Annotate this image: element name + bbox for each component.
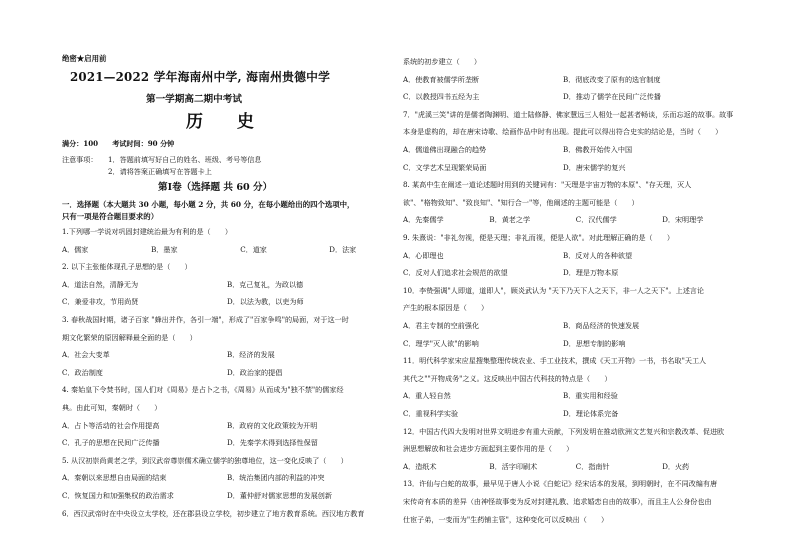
answer-option: B．克己复礼，为政以德 [227,279,304,289]
answer-option: A．心即理也 [403,250,444,260]
answer-option: C．文学艺术呈现繁荣局面 [403,162,487,172]
question-stem: 5. 从汉初崇尚黄老之学，到汉武帝尊崇儒术确立儒学的独尊地位，这一变化反映了（ ） [62,455,348,465]
answer-option: A．儒家 [62,244,89,254]
answer-option: C．政治制度 [62,367,103,377]
answer-option: B．彻底改变了原有的选官制度 [563,74,661,84]
question-stem: 6．西汉武帝时在中央设立太学校，还在郡县设立学校，初步建立了地方教育系统。西汉地方教育 [62,508,365,518]
answer-option: B．重实用和经验 [563,391,618,401]
answer-option: D．思想专制的影响 [563,338,626,348]
question-stem: 9. 朱熹说："非礼勿视，便是天理；非礼而视，便是人欲"。对此理解正确的是（ ） [403,233,674,242]
question-stem: 其代之""开物成务"之义。这反映出中国古代科技的特点是（ ） [403,373,612,383]
answer-option: A．使教育被儒学所垄断 [403,74,480,84]
answer-option: A．君主专制的空前强化 [403,321,480,330]
question-stem: 系统的初步建立（ ） [403,57,482,66]
question-stem: 7．"虎溪三笑"讲的是儒者陶渊明、道士陆修静、佛家慧远三人相处一起甚者畅谈，乐而忘返的故事。故事 [403,109,734,119]
question-stem: 4. 秦始皇下令焚书时，国人们对《周易》是占卜之书，《周易》从而成为"独不禁"的儒家经 [62,385,344,395]
answer-option: D．唐宋儒学的复兴 [563,162,626,172]
answer-option: B．佛教开始传入中国 [563,145,633,154]
answer-option: C．理学"灭人欲"的影响 [403,338,479,348]
question-stem: 产生的根本原因是（ ） [403,303,489,313]
answer-option: C．汉代儒学 [575,215,617,225]
answer-option: D．理是万物本原 [563,268,619,278]
notes-title: 注意事项： [62,155,98,164]
answer-option: A．秦朝以来思想自由局面的结束 [62,473,167,483]
answer-option: C．以教授四书五经为主 [403,92,480,102]
answer-option: A．重人轻自然 [403,391,451,401]
answer-option: A．造纸术 [403,461,437,471]
answer-option: C．兼爱非攻，节用尚贤 [62,297,139,307]
answer-option: A．社会大变革 [62,350,110,360]
answer-option: D．董仲舒对儒家思想的发展创新 [227,491,332,500]
answer-option: D．以法为教，以吏为师 [227,297,304,307]
answer-option: A．道法自然，清静无为 [62,279,139,289]
question-stem: 仕宦子弟，一变而为"生药铺主管"，这种变化可以反映出（ ） [403,514,609,524]
answer-option: C．反对人们追求社会规范的欲望 [403,268,508,278]
exam-title: 第一学期高二期中考试 [146,94,242,105]
answer-option: B．政府的文化政策较为开明 [227,420,318,430]
school-title: 2021—2022 学年海南州中学, 海南州贵德中学 [70,70,331,84]
question-stem: 期文化繁荣的原因解释最全面的是（ ） [62,332,197,342]
answer-option: C．孔子的思想在民间广泛传播 [62,438,160,448]
answer-option: B．墨家 [151,244,178,254]
question-stem: 10．李贽强调"人即道，道即人"，顾炎武认为 "天下乃天下人之天下，非一人之天下"。上述言论 [403,285,704,295]
question-stem: 2. 以下主张能体现孔子思想的是（ ） [62,262,192,272]
answer-option: C．重视科学实验 [403,409,459,418]
section-heading-1: 一．选择题（本大题共 30 小题，每小题 2 分，共 60 分，在每小题给出的四个选项中， [62,200,355,209]
note-2: 2．请将答案正确填写在答题卡上 [108,167,212,176]
question-stem: 1.下列哪一学说对巩固封建统治最为有利的是（ ） [62,227,232,236]
answer-option: C．恢复国力和加强集权的政治需求 [62,491,174,500]
answer-option: B．经济的发展 [227,350,275,360]
volume-heading: 第Ⅰ卷（选择题 共 60 分） [158,182,273,193]
note-1: 1．答题前填写好自己的姓名、班级、考号等信息 [108,155,262,164]
answer-option: B．黄老之学 [489,215,531,225]
question-stem: 洲思想解放和社会进步方面起到主要作用的是（ ） [403,444,574,454]
answer-option: A．先秦儒学 [403,215,444,225]
answer-option: D．法家 [329,244,357,254]
score-line: 满分：100 考试时间：90 分钟 [62,139,175,148]
question-stem: 3. 春秋战国时期，诸子百家 "蜂出并作，各引一端"，形成了"百家争鸣"的局面，对于这一时 [62,315,349,324]
answer-option: C．指南针 [575,461,610,471]
answer-option: D．政治家的提倡 [227,367,283,377]
answer-option: B．活字印刷术 [489,461,538,471]
answer-option: D．宋明理学 [662,215,704,225]
question-stem: 11．明代科学家宋应星搜集整理传统农业、手工业技术，撰成《天工开物》一书，书名取"天工人 [403,356,707,366]
answer-option: D．理论体系完备 [563,409,619,418]
answer-option: A．儒道佛出现融合的趋势 [403,145,487,154]
answer-option: B．反对人的各种欲望 [563,250,633,260]
answer-option: B．商品经济的快速发展 [563,321,640,330]
answer-option: D．火药 [662,461,690,471]
answer-option: C．道家 [240,244,267,254]
question-stem: 宋传奇有本质的差异（由神怪故事变为反对封建礼教、追求婚恋自由的故事），而且主人公身份也由 [403,497,712,506]
question-stem: 13．许仙与白蛇的故事，最早见于唐人小说《白蛇记》经宋话本的发展，到明朝时，在不同改编有唐 [403,479,718,489]
subject-title: 历 史 [186,112,268,132]
secret-label: 绝密★启用前 [62,54,107,63]
question-stem: 欲"、"格物致知"、"致良知"、"知行合一"等，他阐述的主题可能是（ ） [403,197,639,207]
question-stem: 典。由此可知，秦朝时（ ） [62,403,162,412]
answer-option: B．统治集团内部的利益的冲突 [227,473,325,483]
answer-option: D．先秦学术得到选择性保留 [227,438,318,448]
question-stem: 12．中国古代四大发明对世界文明进步有重大贡献，下列发明在推动欧洲文艺复兴和宗教改革、促进欧 [403,426,725,436]
answer-option: D．推动了儒学在民间广泛传播 [563,92,661,102]
answer-option: A．占卜等活动的社会作用提高 [62,420,160,430]
question-stem: 8. 某高中生在阐述一道论述题时用到的关键词有："天理是宇宙万物的本原"、"存天理，灭人 [403,180,692,190]
question-stem: 本身是虚构的，却在唐宋诗歌、绘画作品中时有出现。提此可以得出符合史实的结论是，当时（ ） [403,127,723,137]
section-heading-2: 只有一项是符合题目要求的） [62,212,159,221]
